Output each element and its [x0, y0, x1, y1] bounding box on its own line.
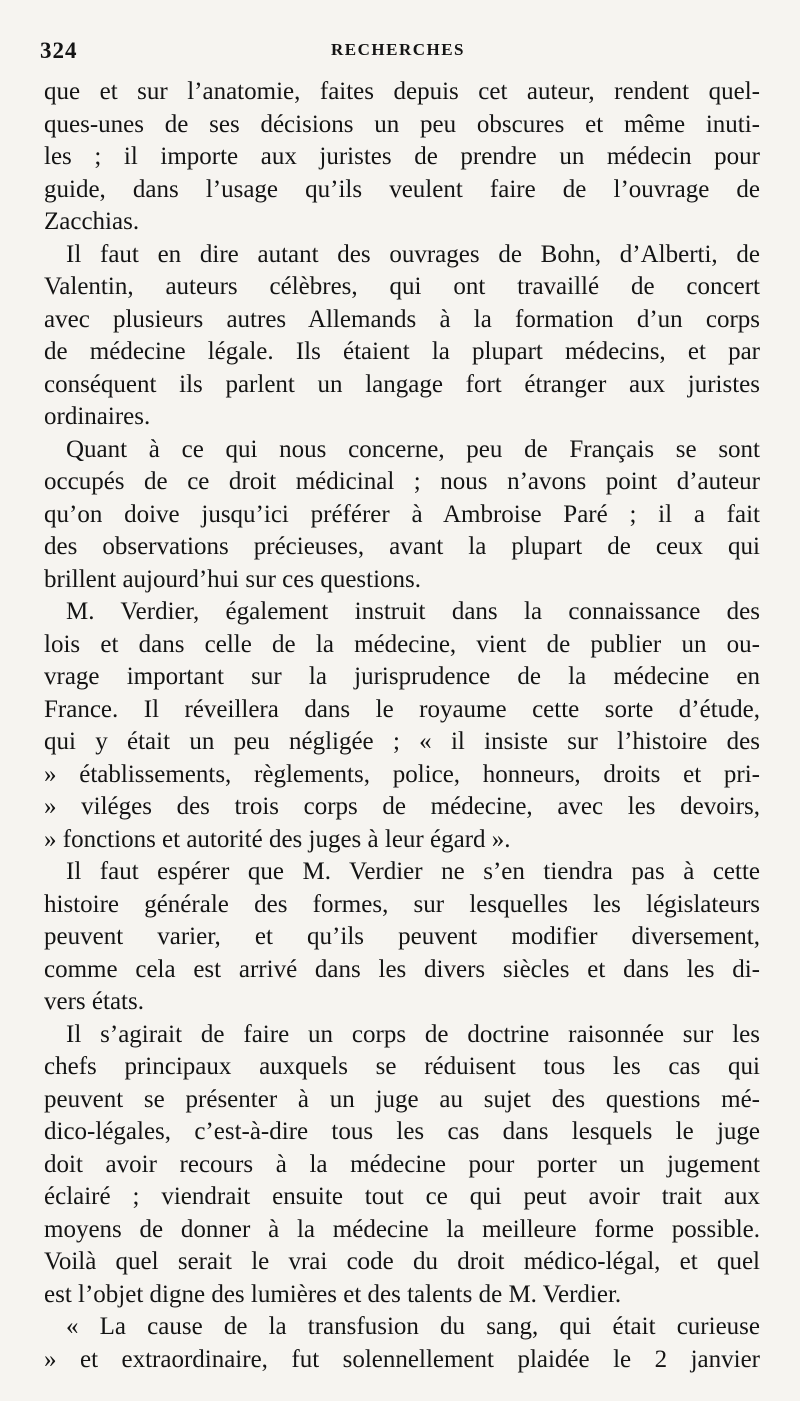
text-line: de médecine légale. Ils étaient la plupart médecins, et par: [44, 338, 760, 365]
text-line: Il faut espérer que M. Verdier ne s’en tiendra pas à cette: [66, 858, 760, 885]
text-line: lois et dans celle de la médecine, vient de publier un ou-: [44, 630, 760, 658]
text-line: » et extraordinaire, fut solennellement plaidée le 2 janvier: [44, 1345, 760, 1373]
text-line: conséquent ils parlent un langage fort étranger aux juristes: [44, 370, 760, 398]
text-line: les ; il importe aux juristes de prendre un médecin pour: [44, 143, 760, 170]
text-line: chefs principaux auxquels se réduisent tous les cas qui: [44, 1053, 760, 1080]
text-line: « La cause de la transfusion du sang, qui était curieuse: [66, 1313, 760, 1340]
text-line: est l’objet digne des lumières et des talents de M. Verdier.: [44, 1280, 622, 1308]
text-line: histoire générale des formes, sur lesquelles les législateurs: [44, 890, 760, 918]
text-line: moyens de donner à la médecine la meilleure forme possible.: [44, 1215, 760, 1243]
text-line: ques-unes de ses décisions un peu obscures et même inuti-: [44, 110, 760, 138]
text-line: » fonctions et autorité des juges à leur égard ».: [44, 825, 511, 853]
text-line: » établissements, règlements, police, honneurs, droits et pri-: [44, 760, 760, 788]
text-line: qu’on doive jusqu’ici préférer à Ambroise Paré ; il a fait: [44, 500, 760, 528]
text-line: vrage important sur la jurisprudence de la médecine en: [44, 663, 760, 690]
text-line: Quant à ce qui nous concerne, peu de Français se sont: [66, 435, 760, 463]
text-line: » viléges des trois corps de médecine, avec les devoirs,: [44, 793, 760, 820]
text-line: Il s’agirait de faire un corps de doctrine raisonnée sur les: [66, 1020, 760, 1048]
text-line: Zacchias.: [44, 208, 140, 235]
page-number: 324: [40, 38, 78, 63]
text-line: brillent aujourd’hui sur ces questions.: [44, 565, 422, 593]
text-line: éclairé ; viendrait ensuite tout ce qui peut avoir trait aux: [44, 1183, 760, 1210]
text-line: peuvent varier, et qu’ils peuvent modifier diversement,: [44, 923, 760, 950]
text-line: M. Verdier, également instruit dans la connaissance des: [66, 598, 760, 625]
running-head: [40, 38, 756, 68]
text-line: occupés de ce droit médicinal ; nous n’avons point d’auteur: [44, 468, 760, 495]
text-line: vers états.: [44, 988, 144, 1015]
text-line: guide, dans l’usage qu’ils veulent faire de l’ouvrage de: [44, 175, 760, 203]
body-text: [44, 76, 760, 1376]
text-line: qui y était un peu négligée ; « il insiste sur l’histoire des: [44, 728, 760, 755]
text-line: Il faut en dire autant des ouvrages de Bohn, d’Alberti, de: [66, 240, 760, 268]
text-line: peuvent se présenter à un juge au sujet des questions mé-: [44, 1085, 760, 1113]
text-line: Valentin, auteurs célèbres, qui ont travaillé de concert: [44, 273, 760, 300]
text-line: des observations précieuses, avant la plupart de ceux qui: [44, 533, 760, 560]
text-line: comme cela est arrivé dans les divers siècles et dans les di-: [44, 955, 760, 983]
text-line: Voilà quel serait le vrai code du droit médico-légal, et quel: [44, 1248, 760, 1275]
text-line: ordinaires.: [44, 403, 151, 430]
text-line: que et sur l’anatomie, faites depuis cet auteur, rendent quel-: [44, 78, 760, 105]
text-line: doit avoir recours à la médecine pour porter un jugement: [44, 1150, 760, 1178]
text-line: avec plusieurs autres Allemands à la formation d’un corps: [44, 305, 760, 333]
text-line: France. Il réveillera dans le royaume cette sorte d’étude,: [44, 695, 760, 723]
running-title: RECHERCHES: [330, 40, 466, 59]
text-line: dico-légales, c’est-à-dire tous les cas dans lesquels le juge: [44, 1118, 760, 1145]
